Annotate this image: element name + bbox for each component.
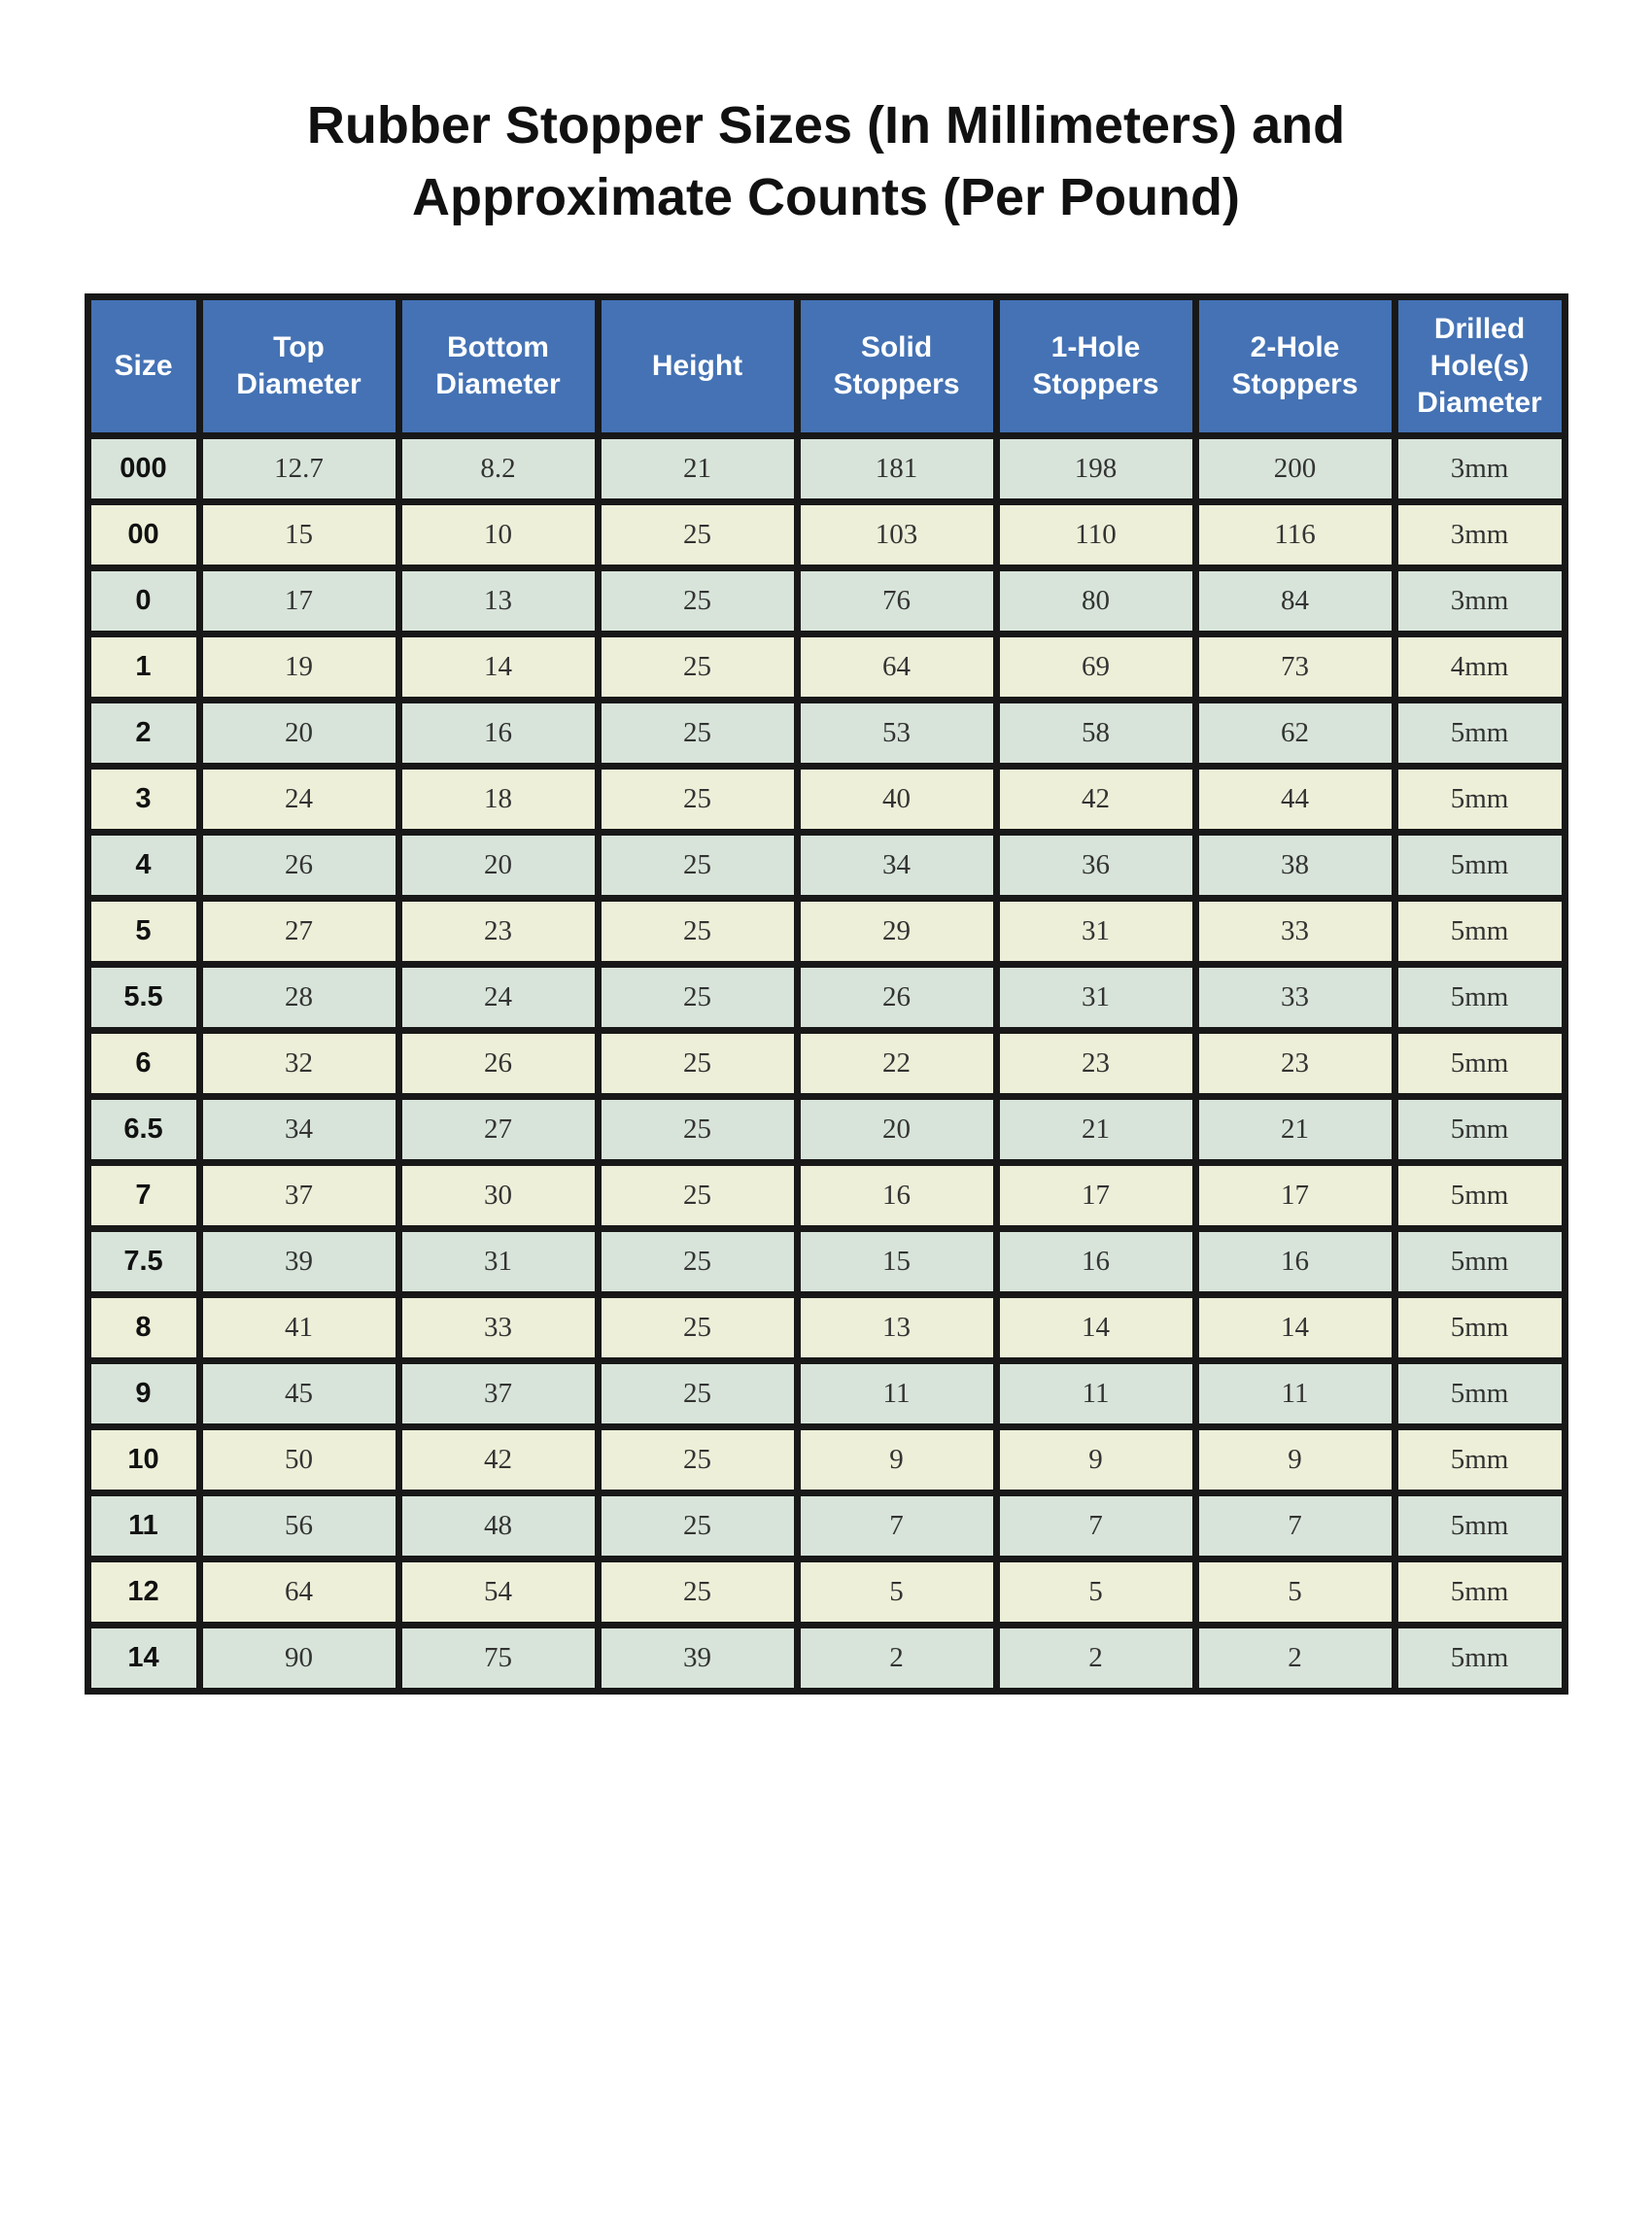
column-header-bottom-diameter: Bottom Diameter — [398, 297, 598, 436]
value-cell: 18 — [398, 767, 598, 833]
value-cell: 5mm — [1394, 1427, 1565, 1493]
value-cell: 25 — [598, 1427, 797, 1493]
value-cell: 69 — [996, 634, 1195, 701]
column-header-drilled-hole-s-diameter: Drilled Hole(s) Diameter — [1394, 297, 1565, 436]
value-cell: 31 — [996, 899, 1195, 965]
value-cell: 5mm — [1394, 1295, 1565, 1361]
value-cell: 44 — [1195, 767, 1394, 833]
value-cell: 26 — [797, 965, 996, 1031]
value-cell: 64 — [199, 1559, 398, 1626]
value-cell: 25 — [598, 568, 797, 634]
size-cell: 000 — [87, 436, 199, 502]
value-cell: 25 — [598, 1559, 797, 1626]
value-cell: 5mm — [1394, 1626, 1565, 1692]
value-cell: 33 — [398, 1295, 598, 1361]
value-cell: 56 — [199, 1493, 398, 1559]
value-cell: 2 — [797, 1626, 996, 1692]
value-cell: 14 — [996, 1295, 1195, 1361]
value-cell: 21 — [1195, 1097, 1394, 1163]
value-cell: 200 — [1195, 436, 1394, 502]
value-cell: 26 — [398, 1031, 598, 1097]
value-cell: 25 — [598, 1361, 797, 1427]
value-cell: 25 — [598, 1493, 797, 1559]
value-cell: 17 — [199, 568, 398, 634]
value-cell: 9 — [797, 1427, 996, 1493]
value-cell: 15 — [797, 1229, 996, 1295]
table-row — [87, 1097, 1565, 1163]
value-cell: 40 — [797, 767, 996, 833]
value-cell: 24 — [398, 965, 598, 1031]
column-header-top-diameter: Top Diameter — [199, 297, 398, 436]
value-cell: 33 — [1195, 899, 1394, 965]
value-cell: 23 — [1195, 1031, 1394, 1097]
value-cell: 25 — [598, 502, 797, 568]
table-row — [87, 1493, 1565, 1559]
value-cell: 198 — [996, 436, 1195, 502]
value-cell: 36 — [996, 833, 1195, 899]
size-cell: 11 — [87, 1493, 199, 1559]
page-title-line-2: Approximate Counts (Per Pound) — [411, 168, 1241, 226]
value-cell: 20 — [797, 1097, 996, 1163]
value-cell: 58 — [996, 701, 1195, 767]
size-cell: 6.5 — [87, 1097, 199, 1163]
value-cell: 25 — [598, 634, 797, 701]
value-cell: 64 — [797, 634, 996, 701]
value-cell: 103 — [797, 502, 996, 568]
value-cell: 25 — [598, 1031, 797, 1097]
value-cell: 5mm — [1394, 701, 1565, 767]
value-cell: 84 — [1195, 568, 1394, 634]
value-cell: 181 — [797, 436, 996, 502]
value-cell: 29 — [797, 899, 996, 965]
table-row — [87, 1626, 1565, 1692]
size-cell: 5.5 — [87, 965, 199, 1031]
value-cell: 15 — [199, 502, 398, 568]
value-cell: 7 — [797, 1493, 996, 1559]
table-row — [87, 502, 1565, 568]
table-row — [87, 568, 1565, 634]
table-row — [87, 1361, 1565, 1427]
table-row — [87, 1295, 1565, 1361]
value-cell: 20 — [199, 701, 398, 767]
size-cell: 8 — [87, 1295, 199, 1361]
value-cell: 25 — [598, 1097, 797, 1163]
value-cell: 34 — [797, 833, 996, 899]
value-cell: 16 — [1195, 1229, 1394, 1295]
size-cell: 7 — [87, 1163, 199, 1229]
value-cell: 9 — [1195, 1427, 1394, 1493]
size-cell: 5 — [87, 899, 199, 965]
table-row — [87, 965, 1565, 1031]
column-header-solid-stoppers: Solid Stoppers — [797, 297, 996, 436]
value-cell: 75 — [398, 1626, 598, 1692]
value-cell: 7 — [1195, 1493, 1394, 1559]
table-row — [87, 1427, 1565, 1493]
table-row — [87, 899, 1565, 965]
value-cell: 27 — [199, 899, 398, 965]
value-cell: 13 — [797, 1295, 996, 1361]
value-cell: 16 — [797, 1163, 996, 1229]
value-cell: 80 — [996, 568, 1195, 634]
page-title-line-1: Rubber Stopper Sizes (In Millimeters) and — [306, 96, 1346, 154]
table-row — [87, 767, 1565, 833]
value-cell: 11 — [797, 1361, 996, 1427]
value-cell: 37 — [398, 1361, 598, 1427]
value-cell: 24 — [199, 767, 398, 833]
value-cell: 45 — [199, 1361, 398, 1427]
size-cell: 14 — [87, 1626, 199, 1692]
value-cell: 9 — [996, 1427, 1195, 1493]
value-cell: 38 — [1195, 833, 1394, 899]
value-cell: 31 — [996, 965, 1195, 1031]
value-cell: 26 — [199, 833, 398, 899]
value-cell: 21 — [598, 436, 797, 502]
value-cell: 17 — [996, 1163, 1195, 1229]
value-cell: 30 — [398, 1163, 598, 1229]
value-cell: 21 — [996, 1097, 1195, 1163]
size-cell: 6 — [87, 1031, 199, 1097]
value-cell: 23 — [398, 899, 598, 965]
column-header-height: Height — [598, 297, 797, 436]
value-cell: 4mm — [1394, 634, 1565, 701]
value-cell: 5 — [1195, 1559, 1394, 1626]
size-cell: 00 — [87, 502, 199, 568]
value-cell: 2 — [1195, 1626, 1394, 1692]
size-cell: 1 — [87, 634, 199, 701]
value-cell: 14 — [1195, 1295, 1394, 1361]
value-cell: 25 — [598, 1295, 797, 1361]
value-cell: 16 — [996, 1229, 1195, 1295]
value-cell: 5mm — [1394, 965, 1565, 1031]
header-row — [87, 297, 1565, 436]
value-cell: 5 — [797, 1559, 996, 1626]
value-cell: 5mm — [1394, 1559, 1565, 1626]
value-cell: 3mm — [1394, 502, 1565, 568]
value-cell: 3mm — [1394, 436, 1565, 502]
column-header-size: Size — [87, 297, 199, 436]
value-cell: 25 — [598, 701, 797, 767]
value-cell: 10 — [398, 502, 598, 568]
value-cell: 17 — [1195, 1163, 1394, 1229]
value-cell: 33 — [1195, 965, 1394, 1031]
value-cell: 25 — [598, 1229, 797, 1295]
value-cell: 20 — [398, 833, 598, 899]
value-cell: 5mm — [1394, 1229, 1565, 1295]
value-cell: 5mm — [1394, 1031, 1565, 1097]
value-cell: 73 — [1195, 634, 1394, 701]
value-cell: 25 — [598, 767, 797, 833]
value-cell: 25 — [598, 833, 797, 899]
value-cell: 31 — [398, 1229, 598, 1295]
value-cell: 39 — [199, 1229, 398, 1295]
column-header-2-hole-stoppers: 2-Hole Stoppers — [1195, 297, 1394, 436]
value-cell: 116 — [1195, 502, 1394, 568]
value-cell: 48 — [398, 1493, 598, 1559]
size-cell: 7.5 — [87, 1229, 199, 1295]
value-cell: 50 — [199, 1427, 398, 1493]
value-cell: 42 — [996, 767, 1195, 833]
size-cell: 0 — [87, 568, 199, 634]
value-cell: 12.7 — [199, 436, 398, 502]
value-cell: 7 — [996, 1493, 1195, 1559]
value-cell: 41 — [199, 1295, 398, 1361]
value-cell: 25 — [598, 899, 797, 965]
table-row — [87, 701, 1565, 767]
value-cell: 5mm — [1394, 833, 1565, 899]
value-cell: 27 — [398, 1097, 598, 1163]
table-row — [87, 1559, 1565, 1626]
value-cell: 34 — [199, 1097, 398, 1163]
value-cell: 37 — [199, 1163, 398, 1229]
value-cell: 5mm — [1394, 1493, 1565, 1559]
value-cell: 5mm — [1394, 767, 1565, 833]
value-cell: 110 — [996, 502, 1195, 568]
value-cell: 32 — [199, 1031, 398, 1097]
value-cell: 90 — [199, 1626, 398, 1692]
size-cell: 10 — [87, 1427, 199, 1493]
table-row — [87, 833, 1565, 899]
size-cell: 12 — [87, 1559, 199, 1626]
value-cell: 3mm — [1394, 568, 1565, 634]
column-header-1-hole-stoppers: 1-Hole Stoppers — [996, 297, 1195, 436]
stopper-size-table — [85, 293, 1568, 1695]
value-cell: 54 — [398, 1559, 598, 1626]
value-cell: 76 — [797, 568, 996, 634]
value-cell: 25 — [598, 965, 797, 1031]
value-cell: 62 — [1195, 701, 1394, 767]
value-cell: 5mm — [1394, 1097, 1565, 1163]
table-row — [87, 1031, 1565, 1097]
value-cell: 13 — [398, 568, 598, 634]
value-cell: 8.2 — [398, 436, 598, 502]
size-cell: 4 — [87, 833, 199, 899]
table-row — [87, 1229, 1565, 1295]
value-cell: 5mm — [1394, 899, 1565, 965]
size-cell: 3 — [87, 767, 199, 833]
table-body — [87, 436, 1565, 1692]
table-row — [87, 1163, 1565, 1229]
value-cell: 42 — [398, 1427, 598, 1493]
value-cell: 28 — [199, 965, 398, 1031]
size-cell: 2 — [87, 701, 199, 767]
value-cell: 16 — [398, 701, 598, 767]
value-cell: 5 — [996, 1559, 1195, 1626]
page-title — [0, 89, 1652, 233]
value-cell: 19 — [199, 634, 398, 701]
value-cell: 11 — [1195, 1361, 1394, 1427]
value-cell: 11 — [996, 1361, 1195, 1427]
value-cell: 22 — [797, 1031, 996, 1097]
value-cell: 5mm — [1394, 1361, 1565, 1427]
value-cell: 25 — [598, 1163, 797, 1229]
value-cell: 39 — [598, 1626, 797, 1692]
value-cell: 2 — [996, 1626, 1195, 1692]
size-cell: 9 — [87, 1361, 199, 1427]
value-cell: 53 — [797, 701, 996, 767]
table-header — [87, 297, 1565, 436]
table-row — [87, 436, 1565, 502]
value-cell: 5mm — [1394, 1163, 1565, 1229]
value-cell: 23 — [996, 1031, 1195, 1097]
table-row — [87, 634, 1565, 701]
value-cell: 14 — [398, 634, 598, 701]
